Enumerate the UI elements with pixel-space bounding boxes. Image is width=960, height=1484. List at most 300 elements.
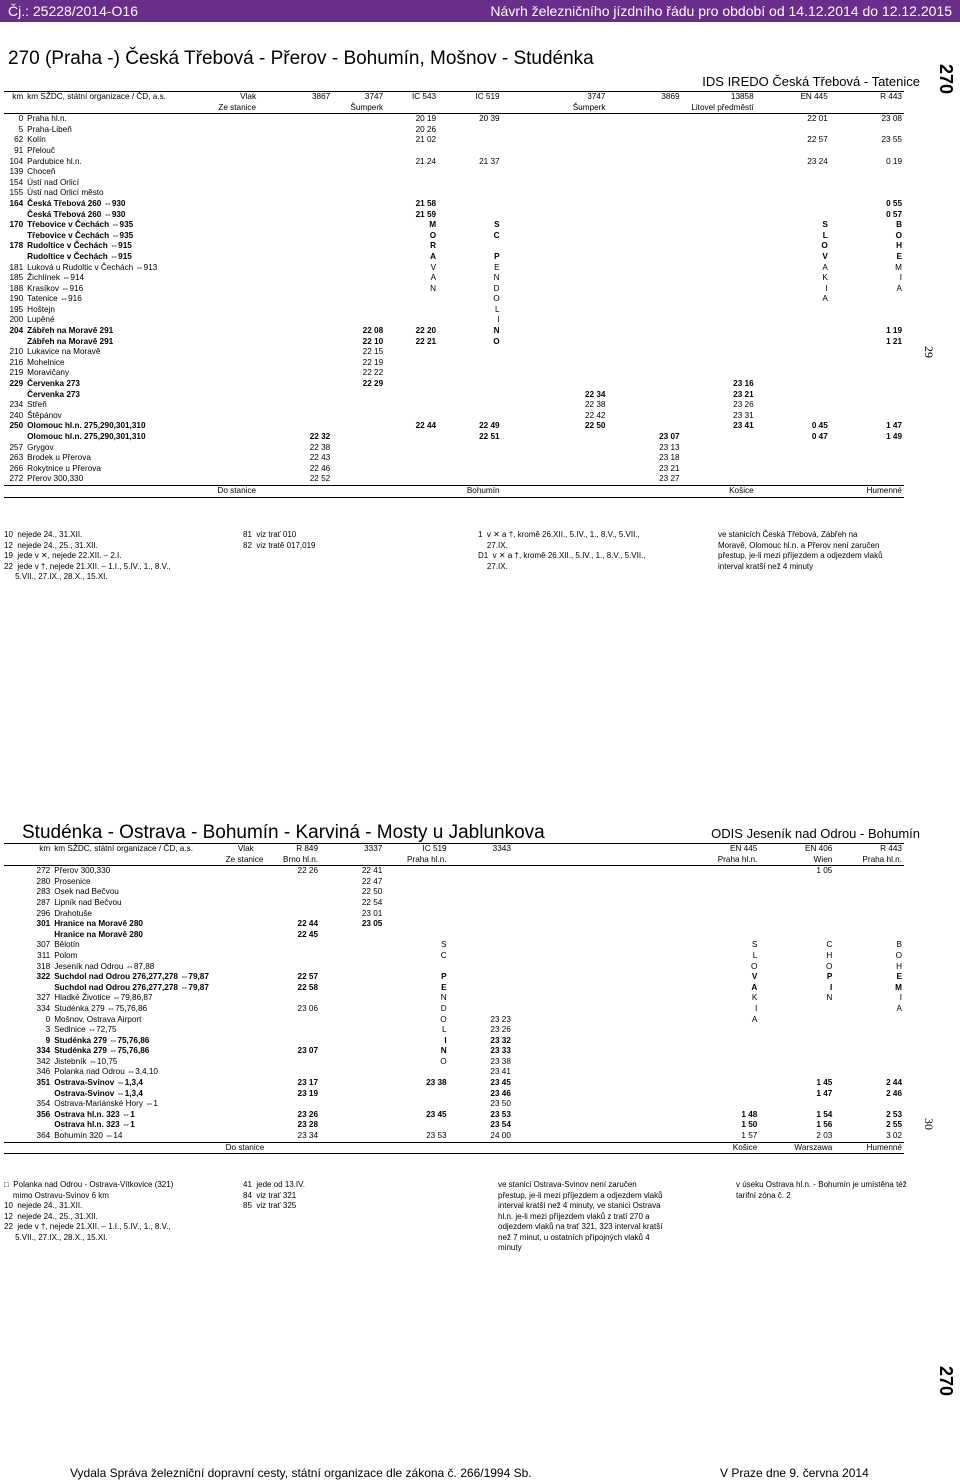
time-cell xyxy=(332,273,385,284)
time-cell xyxy=(502,114,544,125)
time-cell xyxy=(577,919,684,930)
time-cell xyxy=(830,368,904,379)
table-row xyxy=(4,962,904,973)
t2-notes-2: 41 jede od 13.IV. 84 viz trať 321 85 viz trať 325 xyxy=(243,1180,305,1210)
time-cell xyxy=(332,421,385,432)
station-cell: Červenka 273 xyxy=(27,379,80,389)
station-cell: Rudoltice v Čechách ⇔915 xyxy=(27,251,132,261)
time-cell xyxy=(438,146,502,157)
time-cell xyxy=(513,983,577,994)
time-cell xyxy=(385,474,438,485)
time-cell xyxy=(513,1004,577,1015)
km-cell: 334 xyxy=(36,1046,51,1056)
station-cell: Suchdol nad Odrou 276,277,278 ⇔79,87 xyxy=(54,982,209,992)
time-cell xyxy=(385,390,438,401)
time-cell: 23 28 xyxy=(297,1120,319,1130)
time-cell xyxy=(502,411,544,422)
time-cell xyxy=(320,1036,384,1047)
time-cell: 20 19 xyxy=(415,114,437,124)
station-cell: Ostrava hl.n. 323 ⇔1 xyxy=(54,1120,135,1130)
time-cell xyxy=(385,294,438,305)
station-cell: Praha-Libeň xyxy=(27,124,72,134)
time-cell xyxy=(502,305,544,316)
time-cell xyxy=(438,241,502,252)
km-cell xyxy=(4,1089,52,1100)
table-row xyxy=(4,919,904,930)
time-cell xyxy=(449,919,513,930)
time-cell xyxy=(256,877,320,888)
time-cell xyxy=(577,1025,684,1036)
station-cell: Lupěné xyxy=(27,315,55,325)
time-cell: 22 21 xyxy=(415,336,437,346)
t2-notes-4: v úseku Ostrava hl.n. - Bohumín je umístěna též tarifní zóna č. 2 xyxy=(736,1180,907,1200)
time-cell: C xyxy=(440,950,447,960)
time-cell xyxy=(332,315,385,326)
time-cell xyxy=(830,146,904,157)
time-cell xyxy=(438,358,502,369)
time-cell xyxy=(224,1004,256,1015)
km-cell: 181 xyxy=(9,262,24,272)
time-cell xyxy=(834,866,904,877)
time-cell xyxy=(759,1025,834,1036)
time-cell xyxy=(258,326,332,337)
table-row xyxy=(4,453,904,464)
time-cell: 1 19 xyxy=(886,326,902,336)
time-cell xyxy=(544,284,608,295)
station-cell: Žichlínek ⇔914 xyxy=(27,273,85,283)
station-cell: Ostrava-Svinov ⇔1,3,4 xyxy=(54,1078,143,1088)
km-cell: 190 xyxy=(9,294,24,304)
station-cell: Ústí nad Orlicí xyxy=(27,177,80,187)
time-cell: 13858 xyxy=(730,92,754,101)
time-cell xyxy=(385,400,438,411)
footer-destination-row xyxy=(4,1142,904,1154)
table-row xyxy=(4,1120,904,1131)
table-row xyxy=(4,464,904,475)
time-cell: 23 26 xyxy=(490,1025,511,1035)
time-cell: O xyxy=(750,961,758,971)
station-cell xyxy=(25,103,184,114)
time-cell xyxy=(224,951,256,962)
time-cell: IC 519 xyxy=(475,92,500,101)
time-cell xyxy=(607,305,681,316)
table-row xyxy=(4,877,904,888)
time-cell: Praha hl.n. xyxy=(862,854,902,864)
time-cell: 2 46 xyxy=(886,1088,902,1098)
station-cell: Osek nad Bečvou xyxy=(54,887,119,897)
time-cell: I xyxy=(444,1035,447,1045)
time-cell xyxy=(607,220,681,231)
time-cell xyxy=(756,305,830,316)
time-cell: 22 49 xyxy=(479,421,500,431)
time-cell: Bohumín xyxy=(466,485,500,495)
time-cell: A xyxy=(430,251,437,261)
time-cell: 23 26 xyxy=(297,1109,319,1119)
km-cell: 240 xyxy=(9,410,24,420)
time-cell xyxy=(256,962,320,973)
time-cell xyxy=(684,877,759,888)
timetable-270-subtitle: IDS IREDO Česká Třebová - Tatenice xyxy=(702,74,920,89)
km-cell: 257 xyxy=(9,442,24,452)
time-cell xyxy=(332,400,385,411)
time-cell xyxy=(682,135,756,146)
time-cell xyxy=(577,1110,684,1121)
time-cell xyxy=(544,135,608,146)
time-cell xyxy=(682,273,756,284)
km-cell: 234 xyxy=(9,400,24,410)
time-cell xyxy=(332,188,385,199)
table-row xyxy=(4,135,904,146)
time-cell: 21 24 xyxy=(415,156,437,166)
time-cell xyxy=(607,263,681,274)
time-cell: Ze stanice xyxy=(225,854,264,864)
km-cell: km xyxy=(12,92,24,101)
time-cell xyxy=(502,135,544,146)
km-cell xyxy=(4,930,52,941)
time-cell xyxy=(384,866,448,877)
time-cell xyxy=(256,951,320,962)
time-cell xyxy=(577,1142,684,1154)
time-cell xyxy=(258,273,332,284)
time-cell xyxy=(502,464,544,475)
time-cell: 22 08 xyxy=(362,326,384,336)
time-cell xyxy=(682,114,756,125)
time-cell xyxy=(756,167,830,178)
time-cell xyxy=(438,178,502,189)
time-cell xyxy=(682,188,756,199)
time-cell: O xyxy=(440,1056,447,1066)
time-cell xyxy=(756,125,830,136)
time-cell xyxy=(513,1046,577,1057)
time-cell: 23 45 xyxy=(490,1078,511,1088)
t1-notes-2: 81 viz trať 010 82 viz tratě 017,019 xyxy=(243,530,316,550)
time-cell: I xyxy=(830,982,833,992)
time-cell xyxy=(258,220,332,231)
time-cell xyxy=(756,400,830,411)
time-cell xyxy=(384,887,448,898)
time-cell xyxy=(438,390,502,401)
time-cell xyxy=(607,114,681,125)
table-row xyxy=(4,368,904,379)
table-row xyxy=(4,1078,904,1089)
time-cell xyxy=(224,1099,256,1110)
time-cell: R 849 xyxy=(296,844,319,853)
table-row xyxy=(4,294,904,305)
time-cell: A xyxy=(751,1014,758,1024)
table-row xyxy=(4,443,904,454)
timetable-270 xyxy=(4,91,904,498)
time-cell xyxy=(449,1004,513,1015)
time-cell xyxy=(577,1089,684,1100)
time-cell xyxy=(184,252,258,263)
time-cell xyxy=(544,146,608,157)
time-cell xyxy=(438,210,502,221)
time-cell: C xyxy=(826,940,833,950)
time-cell: O xyxy=(440,1014,447,1024)
time-cell xyxy=(320,1078,384,1089)
time-cell xyxy=(577,844,684,855)
station-cell: Ostrava-Mariánské Hory ⇔1 xyxy=(54,1099,158,1109)
time-cell xyxy=(438,379,502,390)
time-cell xyxy=(258,263,332,274)
time-cell xyxy=(256,1015,320,1026)
time-cell: 21 59 xyxy=(415,209,437,219)
time-cell: 21 02 xyxy=(415,135,437,145)
time-cell xyxy=(332,199,385,210)
time-cell xyxy=(682,231,756,242)
time-cell xyxy=(607,125,681,136)
time-cell xyxy=(544,368,608,379)
station-cell: Polanka nad Odrou ⇔3,4,10 xyxy=(54,1067,158,1077)
table-row xyxy=(4,887,904,898)
time-cell: K xyxy=(751,993,758,1003)
time-cell: V xyxy=(822,251,828,261)
time-cell xyxy=(384,909,448,920)
time-cell: 23 53 xyxy=(426,1131,447,1141)
time-cell xyxy=(513,1067,577,1078)
time-cell: 3747 xyxy=(364,92,384,101)
time-cell: O xyxy=(895,230,902,240)
time-cell xyxy=(544,167,608,178)
time-cell: 22 50 xyxy=(584,421,606,431)
time-cell xyxy=(449,930,513,941)
time-cell xyxy=(320,972,384,983)
station-cell: Rokytnice u Přerova xyxy=(27,463,101,473)
time-cell xyxy=(384,1120,448,1131)
time-cell xyxy=(332,210,385,221)
time-cell xyxy=(607,411,681,422)
t1-notes-4: ve stanicích Česká Třebová, Zábřeh na Moravě, Olomouc hl.n. a Přerov není zaručen přestup, je-li mezi příjezdem a odjezdem vlaků interval kratší než 4 minuty xyxy=(718,530,883,571)
station-cell: Přelouč xyxy=(27,145,55,155)
time-cell xyxy=(184,210,258,221)
km-cell: 204 xyxy=(9,326,24,336)
time-cell xyxy=(682,178,756,189)
time-cell xyxy=(513,962,577,973)
time-cell xyxy=(258,188,332,199)
time-cell xyxy=(607,485,681,497)
station-cell: Česká Třebová 260 ⇔930 xyxy=(27,198,126,208)
km-cell: 216 xyxy=(9,357,24,367)
time-cell xyxy=(320,951,384,962)
time-cell xyxy=(502,284,544,295)
time-cell xyxy=(682,284,756,295)
time-cell xyxy=(224,1046,256,1057)
km-cell xyxy=(4,1120,52,1131)
time-cell: Humenné xyxy=(866,1142,902,1152)
time-cell: E xyxy=(896,251,902,261)
time-cell: Košice xyxy=(729,485,754,495)
time-cell xyxy=(607,178,681,189)
table-row xyxy=(4,273,904,284)
time-cell: 22 15 xyxy=(362,347,384,357)
time-cell xyxy=(544,294,608,305)
time-cell: A xyxy=(822,294,828,304)
time-cell: 23 17 xyxy=(297,1078,319,1088)
time-cell xyxy=(513,844,577,855)
station-cell: km SŽDC, státní organizace / ČD, a.s. xyxy=(54,844,193,853)
table-row xyxy=(4,1099,904,1110)
time-cell xyxy=(830,400,904,411)
header-train-row xyxy=(4,844,904,855)
time-cell xyxy=(258,241,332,252)
time-cell: Brno hl.n. xyxy=(283,854,319,864)
km-cell: 155 xyxy=(9,188,24,198)
time-cell: IC 519 xyxy=(422,844,447,853)
time-cell: 1 47 xyxy=(816,1088,833,1098)
station-cell: Bohumín 320 ⇔14 xyxy=(54,1131,123,1141)
time-cell xyxy=(256,1057,320,1068)
time-cell xyxy=(834,1025,904,1036)
header-from-row xyxy=(4,103,904,114)
station-cell: Mošnov, Ostrava Airport xyxy=(54,1014,142,1024)
station-cell: Pardubice hl.n. xyxy=(27,156,82,166)
time-cell xyxy=(449,1142,513,1154)
time-cell xyxy=(682,337,756,348)
time-cell xyxy=(759,1004,834,1015)
time-cell xyxy=(759,909,834,920)
km-cell: 229 xyxy=(9,379,24,389)
time-cell xyxy=(544,432,608,443)
time-cell xyxy=(384,930,448,941)
time-cell xyxy=(544,474,608,485)
time-cell xyxy=(513,930,577,941)
station-cell: Lipník nad Bečvou xyxy=(54,897,122,907)
time-cell xyxy=(502,326,544,337)
time-cell xyxy=(756,103,830,114)
station-cell: Jistebník ⇔10,75 xyxy=(54,1056,118,1066)
time-cell: 23 16 xyxy=(733,379,754,389)
table-row xyxy=(4,199,904,210)
time-cell xyxy=(607,135,681,146)
time-cell xyxy=(385,178,438,189)
time-cell xyxy=(184,178,258,189)
time-cell xyxy=(184,432,258,443)
time-cell xyxy=(258,305,332,316)
time-cell xyxy=(513,887,577,898)
time-cell xyxy=(513,1025,577,1036)
station-cell: Hoštejn xyxy=(27,304,55,314)
station-cell: Suchdol nad Odrou 276,277,278 ⇔79,87 xyxy=(54,972,209,982)
side-tab-top: 270 xyxy=(936,64,956,95)
time-cell xyxy=(607,284,681,295)
time-cell: Šumperk xyxy=(350,102,384,112)
time-cell xyxy=(385,379,438,390)
time-cell xyxy=(513,866,577,877)
km-cell: 346 xyxy=(36,1067,51,1077)
time-cell xyxy=(184,379,258,390)
time-cell xyxy=(682,305,756,316)
km-cell: 5 xyxy=(18,124,24,134)
time-cell xyxy=(184,231,258,242)
time-cell xyxy=(332,157,385,168)
time-cell xyxy=(184,263,258,274)
time-cell xyxy=(449,866,513,877)
time-cell xyxy=(256,993,320,1004)
time-cell xyxy=(438,167,502,178)
time-cell: H xyxy=(896,241,902,251)
time-cell xyxy=(438,125,502,136)
station-cell: km SŽDC, státní organizace / ČD, a.s. xyxy=(27,92,166,101)
table-row xyxy=(4,1004,904,1015)
time-cell xyxy=(607,188,681,199)
time-cell xyxy=(577,930,684,941)
time-cell: 22 47 xyxy=(361,876,383,886)
time-cell: Praha hl.n. xyxy=(407,854,447,864)
time-cell xyxy=(544,453,608,464)
time-cell xyxy=(756,474,830,485)
time-cell xyxy=(332,114,385,125)
km-cell xyxy=(4,210,25,221)
time-cell xyxy=(756,337,830,348)
time-cell xyxy=(830,453,904,464)
station-cell: Červenka 273 xyxy=(27,389,80,399)
time-cell xyxy=(449,983,513,994)
time-cell xyxy=(320,1089,384,1100)
time-cell: S xyxy=(751,940,758,950)
time-cell: Wien xyxy=(813,854,833,864)
time-cell xyxy=(830,379,904,390)
time-cell xyxy=(320,1110,384,1121)
time-cell xyxy=(224,1089,256,1100)
time-cell xyxy=(320,1025,384,1036)
time-cell: IC 543 xyxy=(411,92,437,101)
time-cell: O xyxy=(895,950,902,960)
time-cell: 23 06 xyxy=(297,1003,319,1013)
time-cell xyxy=(756,358,830,369)
time-cell: 23 33 xyxy=(490,1046,511,1056)
time-cell xyxy=(577,983,684,994)
time-cell xyxy=(258,485,332,497)
time-cell xyxy=(830,358,904,369)
time-cell: 1 48 xyxy=(741,1109,758,1119)
station-cell: Brodek u Přerova xyxy=(27,453,91,463)
time-cell xyxy=(544,241,608,252)
km-cell: 318 xyxy=(36,961,51,971)
time-cell: H xyxy=(896,961,902,971)
time-cell: 0 55 xyxy=(886,198,902,208)
time-cell xyxy=(449,962,513,973)
time-cell: 0 47 xyxy=(811,432,828,441)
time-cell xyxy=(682,263,756,274)
time-cell xyxy=(384,1089,448,1100)
time-cell xyxy=(756,326,830,337)
time-cell xyxy=(834,1036,904,1047)
document-header xyxy=(0,0,960,22)
time-cell xyxy=(258,231,332,242)
time-cell xyxy=(258,210,332,221)
km-cell xyxy=(4,485,25,497)
station-cell: Hladké Životice ⇔79,86,87 xyxy=(54,993,153,1003)
time-cell xyxy=(830,294,904,305)
time-cell xyxy=(258,411,332,422)
time-cell xyxy=(577,887,684,898)
station-cell: Rudoltice v Čechách ⇔915 xyxy=(27,241,132,251)
station-cell: Zábřeh na Moravě 291 xyxy=(27,326,114,336)
time-cell: Do stanice xyxy=(217,485,257,495)
time-cell xyxy=(258,178,332,189)
time-cell: 23 19 xyxy=(297,1088,319,1098)
time-cell xyxy=(332,125,385,136)
table-row xyxy=(4,241,904,252)
station-cell: Krasíkov ⇔916 xyxy=(27,283,84,293)
time-cell: 22 01 xyxy=(807,114,828,124)
time-cell: 23 38 xyxy=(426,1078,447,1088)
time-cell: 23 55 xyxy=(881,135,902,145)
km-cell: 263 xyxy=(9,453,24,463)
time-cell: 23 27 xyxy=(659,474,680,484)
time-cell xyxy=(502,241,544,252)
time-cell xyxy=(577,877,684,888)
